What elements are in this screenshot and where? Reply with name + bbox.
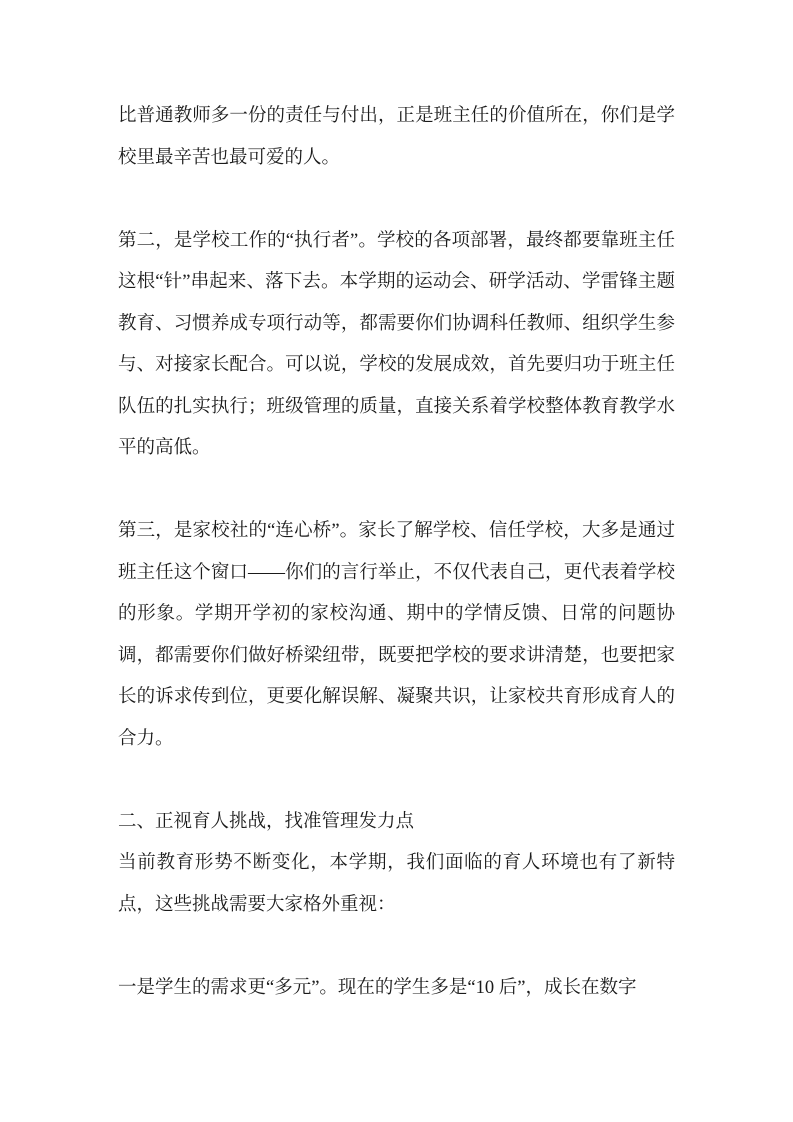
paragraph-third-bridge: 第三，是家校社的“连心桥”。家长了解学校、信任学校，大多是通过班主任这个窗口——你们的言行举止，不仅代表自己，更代表着学校的形象。学期开学初的家校沟通、期中的学情反馈、日常的问题协调，都需要你们做好桥梁纽带，既要把学校的要求讲清楚，也要把家长的诉求传到位，更要化解误解、凝聚共识，让家校共育形成育人的合力。 xyxy=(118,521,675,749)
section-heading-challenges: 二、正视育人挑战，找准管理发力点 xyxy=(118,811,415,832)
paragraph-students-diverse: 一是学生的需求更“多元”。现在的学生多是“10 后”，成长在数字 xyxy=(118,977,637,998)
document-body xyxy=(118,96,675,1009)
paragraph-second-executor: 第二，是学校工作的“执行者”。学校的各项部署，最终都要靠班主任这根“针”串起来、落下去。本学期的运动会、研学活动、学雷锋主题教育、习惯养成专项行动等，都需要你们协调科任教师、组织学生参与、对接家长配合。可以说，学校的发展成效，首先要归功于班主任队伍的扎实执行；班级管理的质量，直接关系着学校整体教育教学水平的高低。 xyxy=(118,230,675,458)
paragraph-challenges-intro: 当前教育形势不断变化，本学期，我们面临的育人环境也有了新特点，这些挑战需要大家格外重视： xyxy=(118,853,675,915)
paragraph-responsibility: 比普通教师多一份的责任与付出，正是班主任的价值所在，你们是学校里最辛苦也最可爱的人。 xyxy=(118,106,675,168)
